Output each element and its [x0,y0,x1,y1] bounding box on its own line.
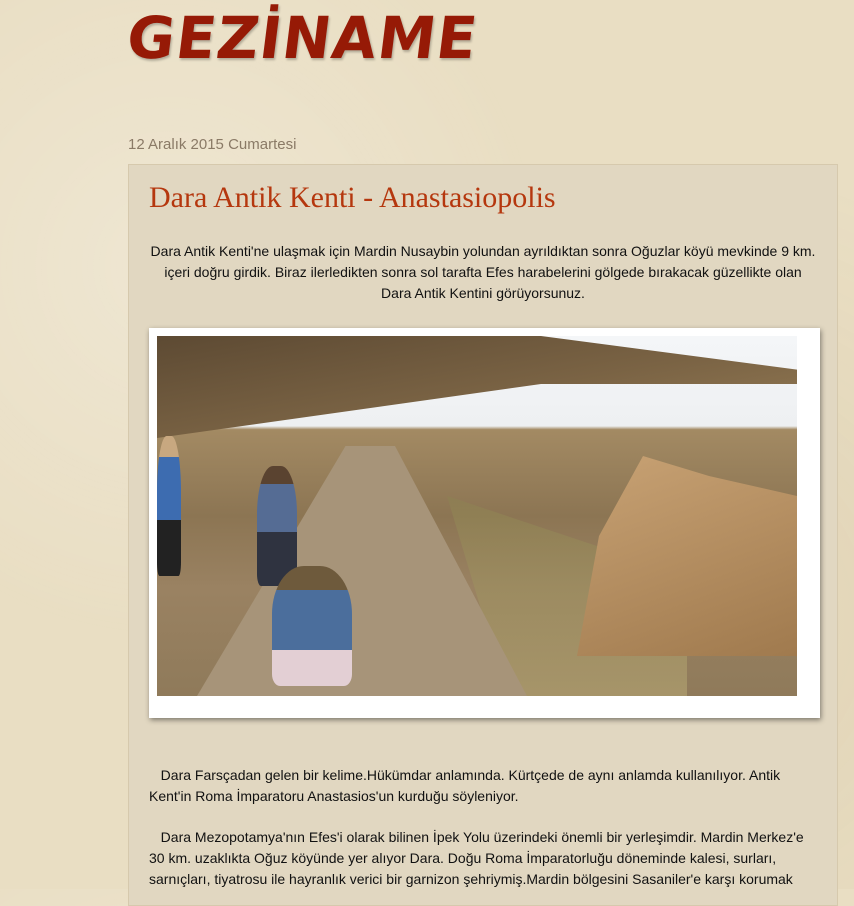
dara-ruins-image [157,336,797,696]
blog-title[interactable]: GEZİNAME [125,4,481,72]
post-date: 12 Aralık 2015 Cumartesi [128,136,297,153]
child-figure [272,566,352,686]
post-intro: Dara Antik Kenti'ne ulaşmak için Mardin Nusaybin yolundan ayrıldıktan sonra Oğuzlar köyü mevkinde 9 km. içeri doğru girdik. Biraz ilerledikten sonra sol tarafta Efes harabelerini gölgede bırakacak güzellikte olan Dara Antik Kentini görüyorsunuz. [150,243,816,301]
person-figure [157,436,181,576]
ruins-shape [577,456,797,656]
post-paragraph: Dara Mezopotamya'nın Efes'i olarak bilinen İpek Yolu üzerindeki önemli bir yerleşimdir. Mardin Merkez'e 30 km. uzaklıkta Oğuz köyünde yer alıyor Dara. Doğu Roma İmparatorluğu döneminde kalesi, surları, sarnıçları, tiyatrosu ile hayranlık verici bir garnizon şehriymiş.Mardin bölgesini Sasaniler'e karşı korumak [149,829,808,887]
post-container [128,164,838,906]
post-paragraph: Dara Farsçadan gelen bir kelime.Hükümdar anlamında. Kürtçede de aynı anlamda kullanılıyor. Antik Kent'in Roma İmparatoru Anastasios'un kurduğu söyleniyor. [149,767,785,804]
cliff-shape [157,336,797,456]
person-figure [257,466,297,586]
post-photo[interactable] [149,328,820,718]
post-title[interactable]: Dara Antik Kenti - Anastasiopolis [149,181,556,214]
